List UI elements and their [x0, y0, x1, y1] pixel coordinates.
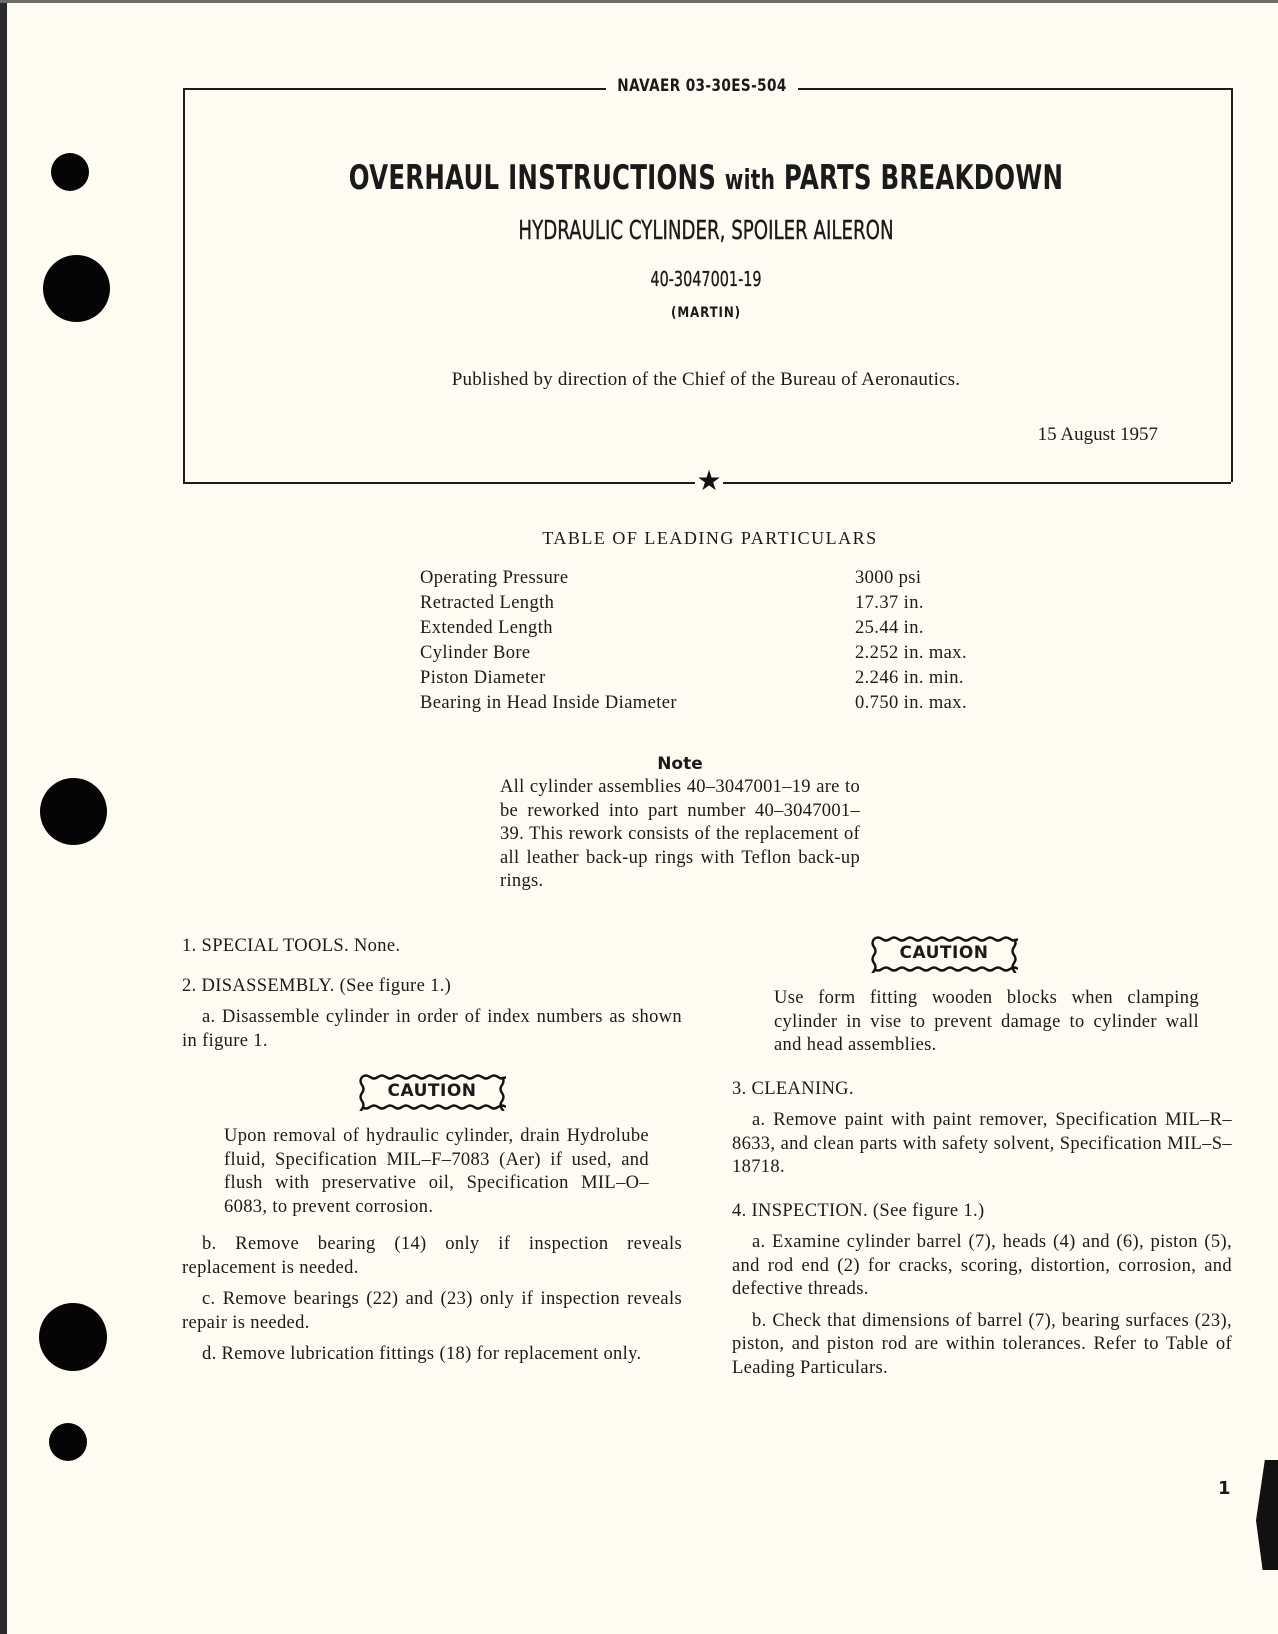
- row-value: 3000 psi: [855, 568, 922, 588]
- inspection-step-a: a. Examine cylinder barrel (7), heads (4) and (6), piston (5), and rod end (2) for cracks, scoring, distortion, corrosion, and defective threads.: [732, 1232, 1232, 1299]
- row-value: 2.252 in. max.: [855, 643, 967, 663]
- table-row: [420, 593, 1020, 618]
- note-body: All cylinder assemblies 40–3047001–19 are to be reworked into part number 40–3047001–39. This rework consists of the replacement of all leather back-up rings with Teflon back-up rings.: [500, 777, 860, 891]
- title-part2: PARTS BREAKDOWN: [783, 158, 1064, 198]
- section-inspection: 4. INSPECTION. (See figure 1.): [732, 1200, 985, 1221]
- page-edge: [0, 0, 7, 1634]
- section-special-tools: 1. SPECIAL TOOLS. None.: [182, 936, 401, 956]
- row-label: Extended Length: [420, 618, 553, 638]
- published-by: Published by direction of the Chief of the Bureau of Aeronautics.: [451, 369, 961, 390]
- row-value: 0.750 in. max.: [855, 693, 967, 713]
- caution-text: Upon removal of hydraulic cylinder, drain Hydrolube fluid, Specification MIL–F–7083 (Aer) if used, and flush with preservative oil, Specification MIL–O–6083, to prevent corrosion.: [224, 1126, 649, 1217]
- punch-hole-icon: [39, 1303, 107, 1371]
- row-value: 17.37 in.: [855, 593, 924, 613]
- table-row: [420, 643, 1020, 668]
- caution-label: CAUTION: [387, 1081, 477, 1102]
- document-subtitle: HYDRAULIC CYLINDER, SPOILER AILERON: [518, 216, 894, 246]
- row-label: Piston Diameter: [420, 668, 546, 688]
- row-value: 2.246 in. min.: [855, 668, 964, 688]
- row-label: Retracted Length: [420, 593, 555, 613]
- disassembly-step-a: a. Disassemble cylinder in order of index numbers as shown in figure 1.: [182, 1007, 682, 1051]
- publication-date: 15 August 1957: [1037, 424, 1158, 445]
- caution-label: CAUTION: [899, 943, 989, 964]
- punch-hole-icon: [49, 1423, 87, 1461]
- document-title: [329, 158, 1082, 198]
- disassembly-step-c: c. Remove bearings (22) and (23) only if inspection reveals repair is needed.: [182, 1289, 682, 1333]
- row-label: Cylinder Bore: [420, 643, 531, 663]
- title-part1: OVERHAUL INSTRUCTIONS: [348, 158, 717, 198]
- punch-hole-icon: [51, 153, 89, 191]
- inspection-step-b: b. Check that dimensions of barrel (7), bearing surfaces (23), piston, and piston rod are within tolerances. Refer to Table of Leading Particulars.: [732, 1310, 1232, 1378]
- table-row: [420, 693, 1020, 718]
- table-row: [420, 568, 1020, 593]
- document-number: NAVAER 03-30ES-504: [606, 76, 798, 96]
- right-column: [732, 935, 1232, 1380]
- manufacturer: (MARTIN): [671, 305, 741, 321]
- caution-box: [358, 1073, 506, 1111]
- page-corner-shadow: [1256, 1460, 1278, 1570]
- row-value: 25.44 in.: [855, 618, 924, 638]
- caution-text: Use form fitting wooden blocks when clamping cylinder in vise to prevent damage to cylinder wall and head assemblies.: [774, 988, 1199, 1055]
- row-label: Bearing in Head Inside Diameter: [420, 693, 677, 713]
- page-number: 1: [1218, 1478, 1231, 1499]
- cleaning-step-a: a. Remove paint with paint remover, Specification MIL–R–8633, and clean parts with safety solvent, Specification MIL–S–18718.: [732, 1110, 1232, 1177]
- star-divider-icon: ★: [696, 464, 722, 497]
- left-column: [182, 935, 682, 1367]
- disassembly-step-b: b. Remove bearing (14) only if inspection reveals replacement is needed.: [182, 1234, 682, 1278]
- table-row: [420, 668, 1020, 693]
- punch-hole-icon: [43, 255, 110, 322]
- punch-hole-icon: [40, 778, 107, 845]
- row-label: Operating Pressure: [420, 568, 569, 588]
- section-disassembly: 2. DISASSEMBLY. (See figure 1.): [182, 975, 452, 996]
- note-heading: Note: [657, 754, 703, 774]
- title-with: with: [724, 163, 776, 196]
- section-cleaning: 3. CLEANING.: [732, 1078, 854, 1099]
- page-edge-top: [0, 0, 1278, 3]
- caution-box: [870, 935, 1018, 973]
- table-row: [420, 618, 1020, 643]
- leading-particulars-table: [420, 568, 1020, 718]
- part-number: 40-3047001-19: [650, 267, 762, 291]
- leading-particulars-title: TABLE OF LEADING PARTICULARS: [542, 528, 878, 548]
- disassembly-step-d: d. Remove lubrication fittings (18) for replacement only.: [202, 1344, 642, 1364]
